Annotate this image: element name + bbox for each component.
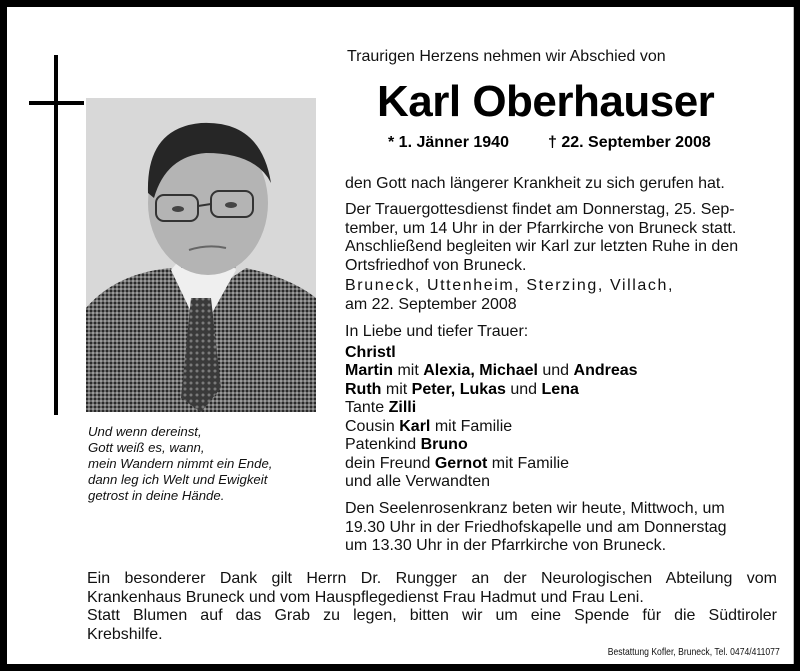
deceased-name: Karl Oberhauser: [377, 77, 715, 126]
poem-line: dann leg ich Welt und Ewigkeit: [88, 472, 268, 487]
mourner-line: [345, 455, 785, 474]
mourner-name: Zilli: [388, 399, 417, 416]
portrait-illustration: [86, 98, 316, 412]
cross-icon-horizontal: [29, 101, 84, 105]
places-line: Bruneck, Uttenheim, Sterzing, Villach,: [345, 277, 675, 294]
poem-line: Gott weiß es, wann,: [88, 440, 205, 455]
mourner-text: und alle Verwandten: [345, 473, 490, 490]
place-date: [345, 277, 785, 314]
thanks-line: Ein besonderer Dank gilt Herrn Dr. Rungger an der Neurologischen Abteilung vom: [87, 570, 777, 587]
mourner-name: Alexia, Michael: [423, 362, 538, 379]
birth-date: * 1. Jänner 1940: [388, 134, 509, 151]
death-date: † 22. September 2008: [548, 134, 711, 151]
mourners-heading: In Liebe und tiefer Trauer:: [345, 323, 529, 340]
mourner-name: Christl: [345, 343, 396, 361]
called-home-text: [345, 175, 785, 194]
mourner-text: mit Familie: [487, 454, 570, 472]
thanks-section: [87, 570, 777, 644]
mourner-line: [345, 418, 785, 437]
mourner-line: [345, 436, 785, 455]
mourners-list: [345, 323, 785, 492]
mourner-text: dein Freund: [345, 454, 435, 472]
funeral-home-credit: Bestattung Kofler, Bruneck, Tel. 0474/411077: [607, 646, 780, 658]
cross-icon-vertical: [54, 55, 58, 415]
mourner-name: Ruth: [345, 380, 382, 398]
funeral-info: [345, 201, 785, 275]
intro-text: Traurigen Herzens nehmen wir Abschied von: [347, 48, 666, 65]
rosary-line: Den Seelenrosenkranz beten wir heute, Mittwoch, um: [345, 500, 725, 517]
mourner-text: mit Familie: [430, 417, 513, 435]
mourner-text: und: [537, 362, 574, 379]
thanks-line: Statt Blumen auf das Grab zu legen, bitten wir um eine Spende für die Südtiroler: [87, 607, 777, 624]
mourner-text: Patenkind: [345, 436, 421, 453]
mourner-name: Gernot: [434, 454, 488, 472]
portrait-photo: [86, 98, 316, 412]
funeral-line: Der Trauergottesdienst findet am Donnerstag, 25. Sep-: [345, 201, 735, 218]
funeral-line: Anschließend begleiten wir Karl zur letzten Ruhe in den: [345, 238, 739, 255]
poem-line: mein Wandern nimmt ein Ende,: [88, 456, 273, 471]
life-dates: [388, 134, 711, 152]
rosary-info: [345, 500, 785, 556]
rosary-line: 19.30 Uhr in der Friedhofskapelle und am Donnerstag: [345, 518, 727, 536]
frame-inner-line: [793, 7, 794, 664]
mourner-text: mit: [381, 380, 412, 398]
mourner-text: Cousin: [345, 417, 400, 435]
mourner-line: [345, 344, 785, 363]
poem-line: Und wenn dereinst,: [88, 424, 202, 439]
funeral-line: tember, um 14 Uhr in der Pfarrkirche von Bruneck statt.: [345, 219, 737, 237]
rosary-line: um 13.30 Uhr in der Pfarrkirche von Bruneck.: [345, 537, 667, 554]
date-line: am 22. September 2008: [345, 295, 517, 313]
mourner-name: Martin: [345, 362, 393, 379]
mourner-line: [345, 473, 785, 492]
mourner-name: Andreas: [573, 362, 638, 379]
mourner-line: [345, 399, 785, 418]
mourner-name: Bruno: [420, 436, 468, 453]
called-home-line: den Gott nach längerer Krankheit zu sich gerufen hat.: [345, 175, 725, 192]
mourner-text: und: [505, 380, 542, 398]
mourner-text: Tante: [345, 399, 389, 416]
mourner-line: [345, 381, 785, 400]
mourner-text: mit: [393, 362, 424, 379]
thanks-line: Krebshilfe.: [87, 625, 163, 643]
poem-line: getrost in deine Hände.: [88, 488, 225, 503]
memorial-poem: [88, 424, 318, 504]
mourner-name: Peter, Lukas: [411, 380, 506, 398]
mourner-name: Lena: [541, 380, 579, 398]
funeral-line: Ortsfriedhof von Bruneck.: [345, 256, 527, 274]
mourner-lines: [345, 344, 785, 492]
mourner-name: Karl: [399, 417, 431, 435]
mourner-line: [345, 362, 785, 381]
thanks-line: Krankenhaus Bruneck und vom Hauspflegedienst Frau Hadmut und Frau Leni.: [87, 588, 644, 606]
